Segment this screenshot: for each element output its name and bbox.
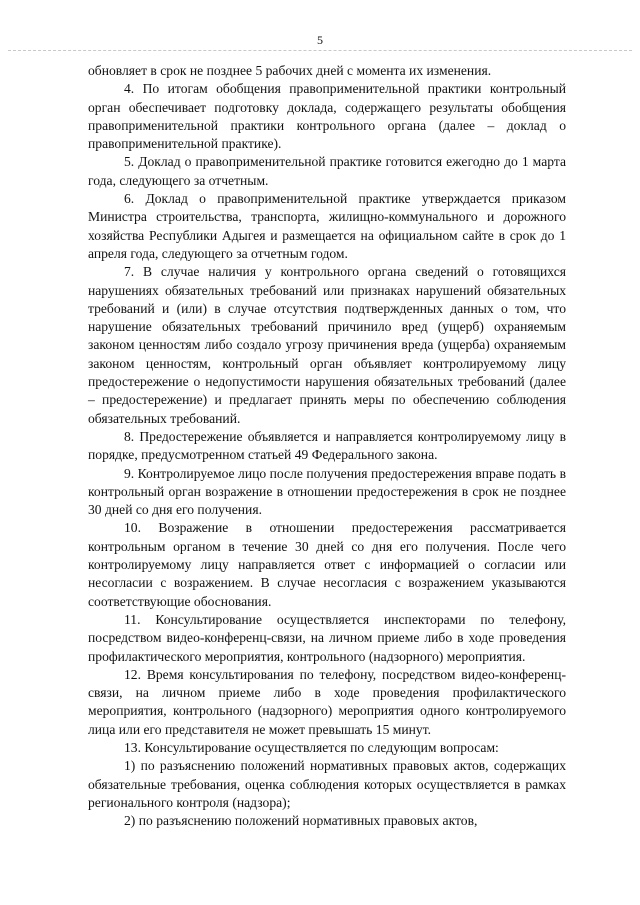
paragraph-10: 10. Возражение в отношении предостережения рассматривается контрольным органом в течение 30 дней со дня его получения. После чего контролируемому лицу направляется ответ с информацией о согласии или несогласии с возражением. В случае несогласия с возражением указываются соответствующие обоснования. bbox=[88, 520, 566, 609]
paragraph-continuation: обновляет в срок не позднее 5 рабочих дней с момента их изменения. bbox=[88, 63, 492, 78]
page-number: 5 bbox=[317, 33, 323, 47]
scan-artifact-line bbox=[8, 50, 632, 51]
paragraph-13-item-2: 2) по разъяснению положений нормативных правовых актов, bbox=[124, 813, 478, 829]
paragraph-13: 13. Консультирование осуществляется по следующим вопросам: bbox=[124, 739, 499, 755]
paragraph-11: 11. Консультирование осуществляется инспекторами по телефону, посредством видео-конференц-связи, на личном приеме либо в ходе проведения профилактического мероприятия, контрольного (надзорного) мероприятия. bbox=[88, 611, 566, 664]
paragraph-12: 12. Время консультирования по телефону, посредством видео-конференц-связи, на личном приеме либо в ходе проведения профилактического мероприятия, контрольного (надзорного) мероприятия одного контролируемого лица или его представителя не может превышать 15 минут. bbox=[88, 666, 566, 737]
paragraph-13-item-1: 1) по разъяснению положений нормативных правовых актов, содержащих обязательные требования, оценка соблюдения которых осуществляется в рамках регионального контроля (надзора); bbox=[88, 758, 566, 810]
paragraph-9: 9. Контролируемое лицо после получения предостережения вправе подать в контрольный орган возражение в отношении предостережения в срок не позднее 30 дней со дня его получения. bbox=[88, 465, 566, 518]
paragraph-7: 7. В случае наличия у контрольного органа сведений о готовящихся нарушениях обязательных требований или признаках нарушений обязательных требований и (или) в случае отсутствия подтвержденных данных о том, что нарушение обязательных требований причинило вред (ущерб) охраняемым законом ценностям либо создало угрозу причинения вреда (ущерба) охраняемым законом ценностям, контрольный орган объявляет контролируемому лицу предостережение о недопустимости нарушения обязательных требований (далее – предостережение) и предлагает принять меры по обеспечению соблюдения обязательных требований. bbox=[88, 264, 566, 426]
paragraph-4: 4. По итогам обобщения правоприменительной практики контрольный орган обеспечивает подготовку доклада, содержащего результаты обобщения правоприменительной практики контрольного органа (далее – доклад о правоприменительной практике). bbox=[88, 81, 566, 152]
paragraph-5: 5. Доклад о правоприменительной практике готовится ежегодно до 1 марта года, следующего за отчетным. bbox=[88, 154, 566, 188]
document-body bbox=[88, 62, 566, 830]
paragraph-6: 6. Доклад о правоприменительной практике утверждается приказом Министра строительства, транспорта, жилищно-коммунального и дорожного хозяйства Республики Адыгея и размещается на официальном сайте в срок до 1 апреля года, следующего за отчетным годом. bbox=[88, 191, 566, 261]
paragraph-8: 8. Предостережение объявляется и направляется контролируемому лицу в порядке, предусмотренном статьей 49 Федерального закона. bbox=[88, 428, 566, 463]
